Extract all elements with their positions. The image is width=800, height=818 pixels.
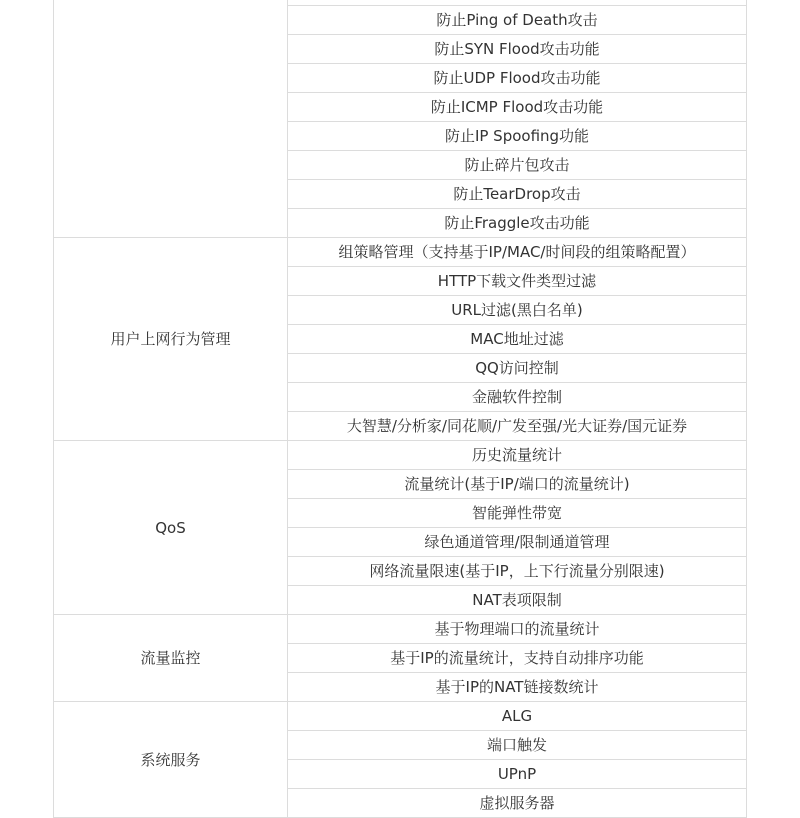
category-cell: 流量监控 (54, 615, 288, 702)
feature-cell: 基于IP的流量统计，支持自动排序功能 (288, 644, 747, 673)
feature-cell: 防止Fraggle攻击功能 (288, 209, 747, 238)
feature-cell: NAT表项限制 (288, 586, 747, 615)
feature-cell: UPnP (288, 760, 747, 789)
feature-cell: 组策略管理（支持基于IP/MAC/时间段的组策略配置） (288, 238, 747, 267)
feature-spec-table (53, 0, 747, 818)
table-row (54, 238, 747, 267)
feature-cell: 端口触发 (288, 731, 747, 760)
feature-cell: ALG (288, 702, 747, 731)
feature-cell: URL过滤(黑白名单) (288, 296, 747, 325)
feature-cell: 防止Ping of Death攻击 (288, 6, 747, 35)
feature-cell: 智能弹性带宽 (288, 499, 747, 528)
category-cell: QoS (54, 441, 288, 615)
feature-cell: 大智慧/分析家/同花顺/广发至强/光大证券/国元证券 (288, 412, 747, 441)
feature-cell: 基于物理端口的流量统计 (288, 615, 747, 644)
feature-cell: 流量统计(基于IP/端口的流量统计) (288, 470, 747, 499)
feature-cell: 防止ICMP Flood攻击功能 (288, 93, 747, 122)
feature-spec-table-body (54, 0, 747, 818)
feature-cell: QQ访问控制 (288, 354, 747, 383)
category-cell (54, 0, 288, 238)
table-row (54, 441, 747, 470)
feature-cell: 基于IP的NAT链接数统计 (288, 673, 747, 702)
category-cell: 用户上网行为管理 (54, 238, 288, 441)
feature-cell: 防止UDP Flood攻击功能 (288, 64, 747, 93)
feature-cell: HTTP下载文件类型过滤 (288, 267, 747, 296)
feature-cell: 绿色通道管理/限制通道管理 (288, 528, 747, 557)
feature-cell: MAC地址过滤 (288, 325, 747, 354)
feature-cell: 金融软件控制 (288, 383, 747, 412)
table-row (54, 702, 747, 731)
feature-cell: 防止碎片包攻击 (288, 151, 747, 180)
feature-cell: 防止TearDrop攻击 (288, 180, 747, 209)
feature-cell: 历史流量统计 (288, 441, 747, 470)
feature-cell: 防止SYN Flood攻击功能 (288, 35, 747, 64)
feature-cell: 网络流量限速(基于IP，上下行流量分别限速) (288, 557, 747, 586)
category-cell: 系统服务 (54, 702, 288, 818)
table-row (54, 615, 747, 644)
feature-cell: 防止IP Spoofing功能 (288, 122, 747, 151)
feature-cell: 虚拟服务器 (288, 789, 747, 818)
